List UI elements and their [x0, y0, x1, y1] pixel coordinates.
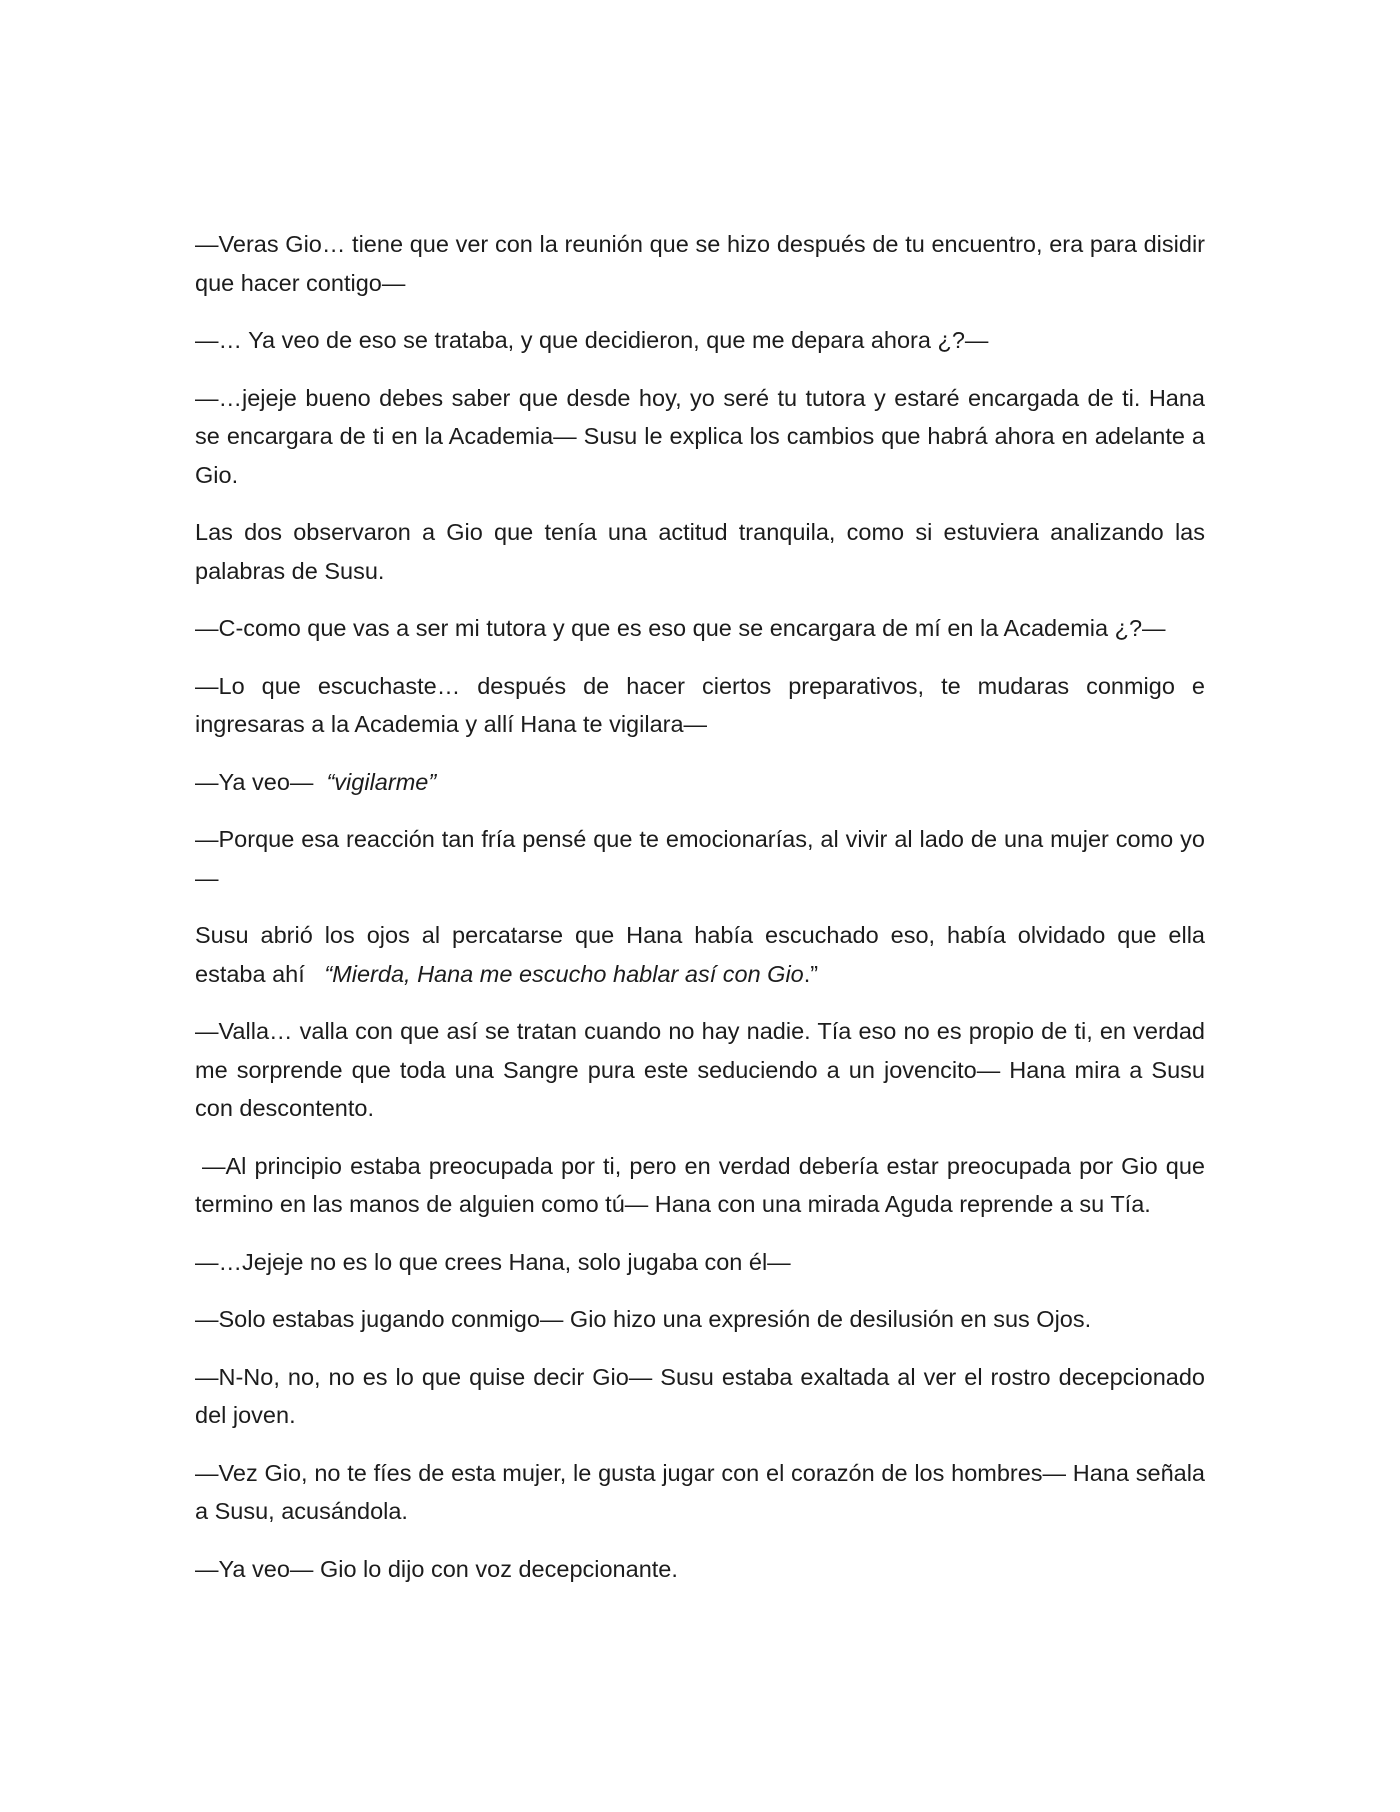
paragraph-text: —N-No, no, no es lo que quise decir Gio— Susu estaba exaltada al ver el rostro decepcionado del joven.: [195, 1363, 1205, 1428]
paragraph-text: —Al principio estaba preocupada por ti, pero en verdad debería estar preocupada por Gio que termino en las manos de alguien como tú— Hana con una mirada Aguda reprende a su Tía.: [195, 1152, 1205, 1217]
story-text: [195, 225, 1205, 1607]
italic-thought: “Mierda, Hana me escucho hablar así con Gio: [324, 960, 804, 987]
paragraph: [195, 513, 1205, 590]
paragraph: [195, 1147, 1205, 1224]
paragraph: [195, 763, 1205, 802]
paragraph-text: —Veras Gio… tiene que ver con la reunión que se hizo después de tu encuentro, era para disidir que hacer contigo—: [195, 231, 1205, 296]
paragraph-text: —Solo estabas jugando conmigo— Gio hizo una expresión de desilusión en sus Ojos.: [195, 1306, 1092, 1332]
paragraph: [195, 1358, 1205, 1435]
paragraph-text: —… Ya veo de eso se trataba, y que decidieron, que me depara ahora ¿?—: [195, 327, 989, 353]
paragraph-text: Susu abrió los ojos al percatarse que Hana había escuchado eso, había olvidado que ella estaba ahí: [195, 922, 1205, 987]
paragraph-text: —…jejeje bueno debes saber que desde hoy, yo seré tu tutora y estaré encargada de ti. Hana se encargara de ti en la Academia— Susu le explica los cambios que habrá ahora en adelante a Gio.: [195, 384, 1205, 488]
paragraph: [195, 667, 1205, 744]
paragraph: [195, 1300, 1205, 1339]
paragraph: [195, 1454, 1205, 1531]
paragraph-text: —Lo que escuchaste… después de hacer ciertos preparativos, te mudaras conmigo e ingresaras a la Academia y allí Hana te vigilara—: [195, 672, 1205, 737]
paragraph: [195, 321, 1205, 360]
paragraph-text: —Porque esa reacción tan fría pensé que te emocionarías, al vivir al lado de una mujer como yo—: [195, 826, 1205, 891]
paragraph-text: —C-como que vas a ser mi tutora y que es eso que se encargara de mí en la Academia ¿?—: [195, 615, 1166, 641]
paragraph-text: —Ya veo—: [195, 768, 314, 795]
paragraph-text: —Valla… valla con que así se tratan cuando no hay nadie. Tía eso no es propio de ti, en verdad me sorprende que toda una Sangre pura este seduciendo a un jovencito— Hana mira a Susu con descontento.: [195, 1018, 1205, 1121]
paragraph: [195, 609, 1205, 648]
paragraph: [195, 379, 1205, 495]
paragraph-text: —…Jejeje no es lo que crees Hana, solo jugaba con él—: [195, 1248, 791, 1275]
paragraph-text-end: .”: [803, 960, 819, 987]
italic-thought: “vigilarme”: [326, 768, 437, 795]
paragraph: [195, 1243, 1205, 1282]
paragraph-text: —Ya veo— Gio lo dijo con voz decepcionante.: [195, 1555, 678, 1582]
paragraph: [195, 916, 1205, 993]
paragraph: [195, 1550, 1205, 1589]
paragraph: [195, 1012, 1205, 1128]
paragraph-text: Las dos observaron a Gio que tenía una actitud tranquila, como si estuviera analizando las palabras de Susu.: [195, 519, 1205, 584]
paragraph-text: —Vez Gio, no te fíes de esta mujer, le gusta jugar con el corazón de los hombres— Hana señala a Susu, acusándola.: [195, 1459, 1205, 1524]
paragraph: [195, 820, 1205, 897]
paragraph: [195, 225, 1205, 302]
